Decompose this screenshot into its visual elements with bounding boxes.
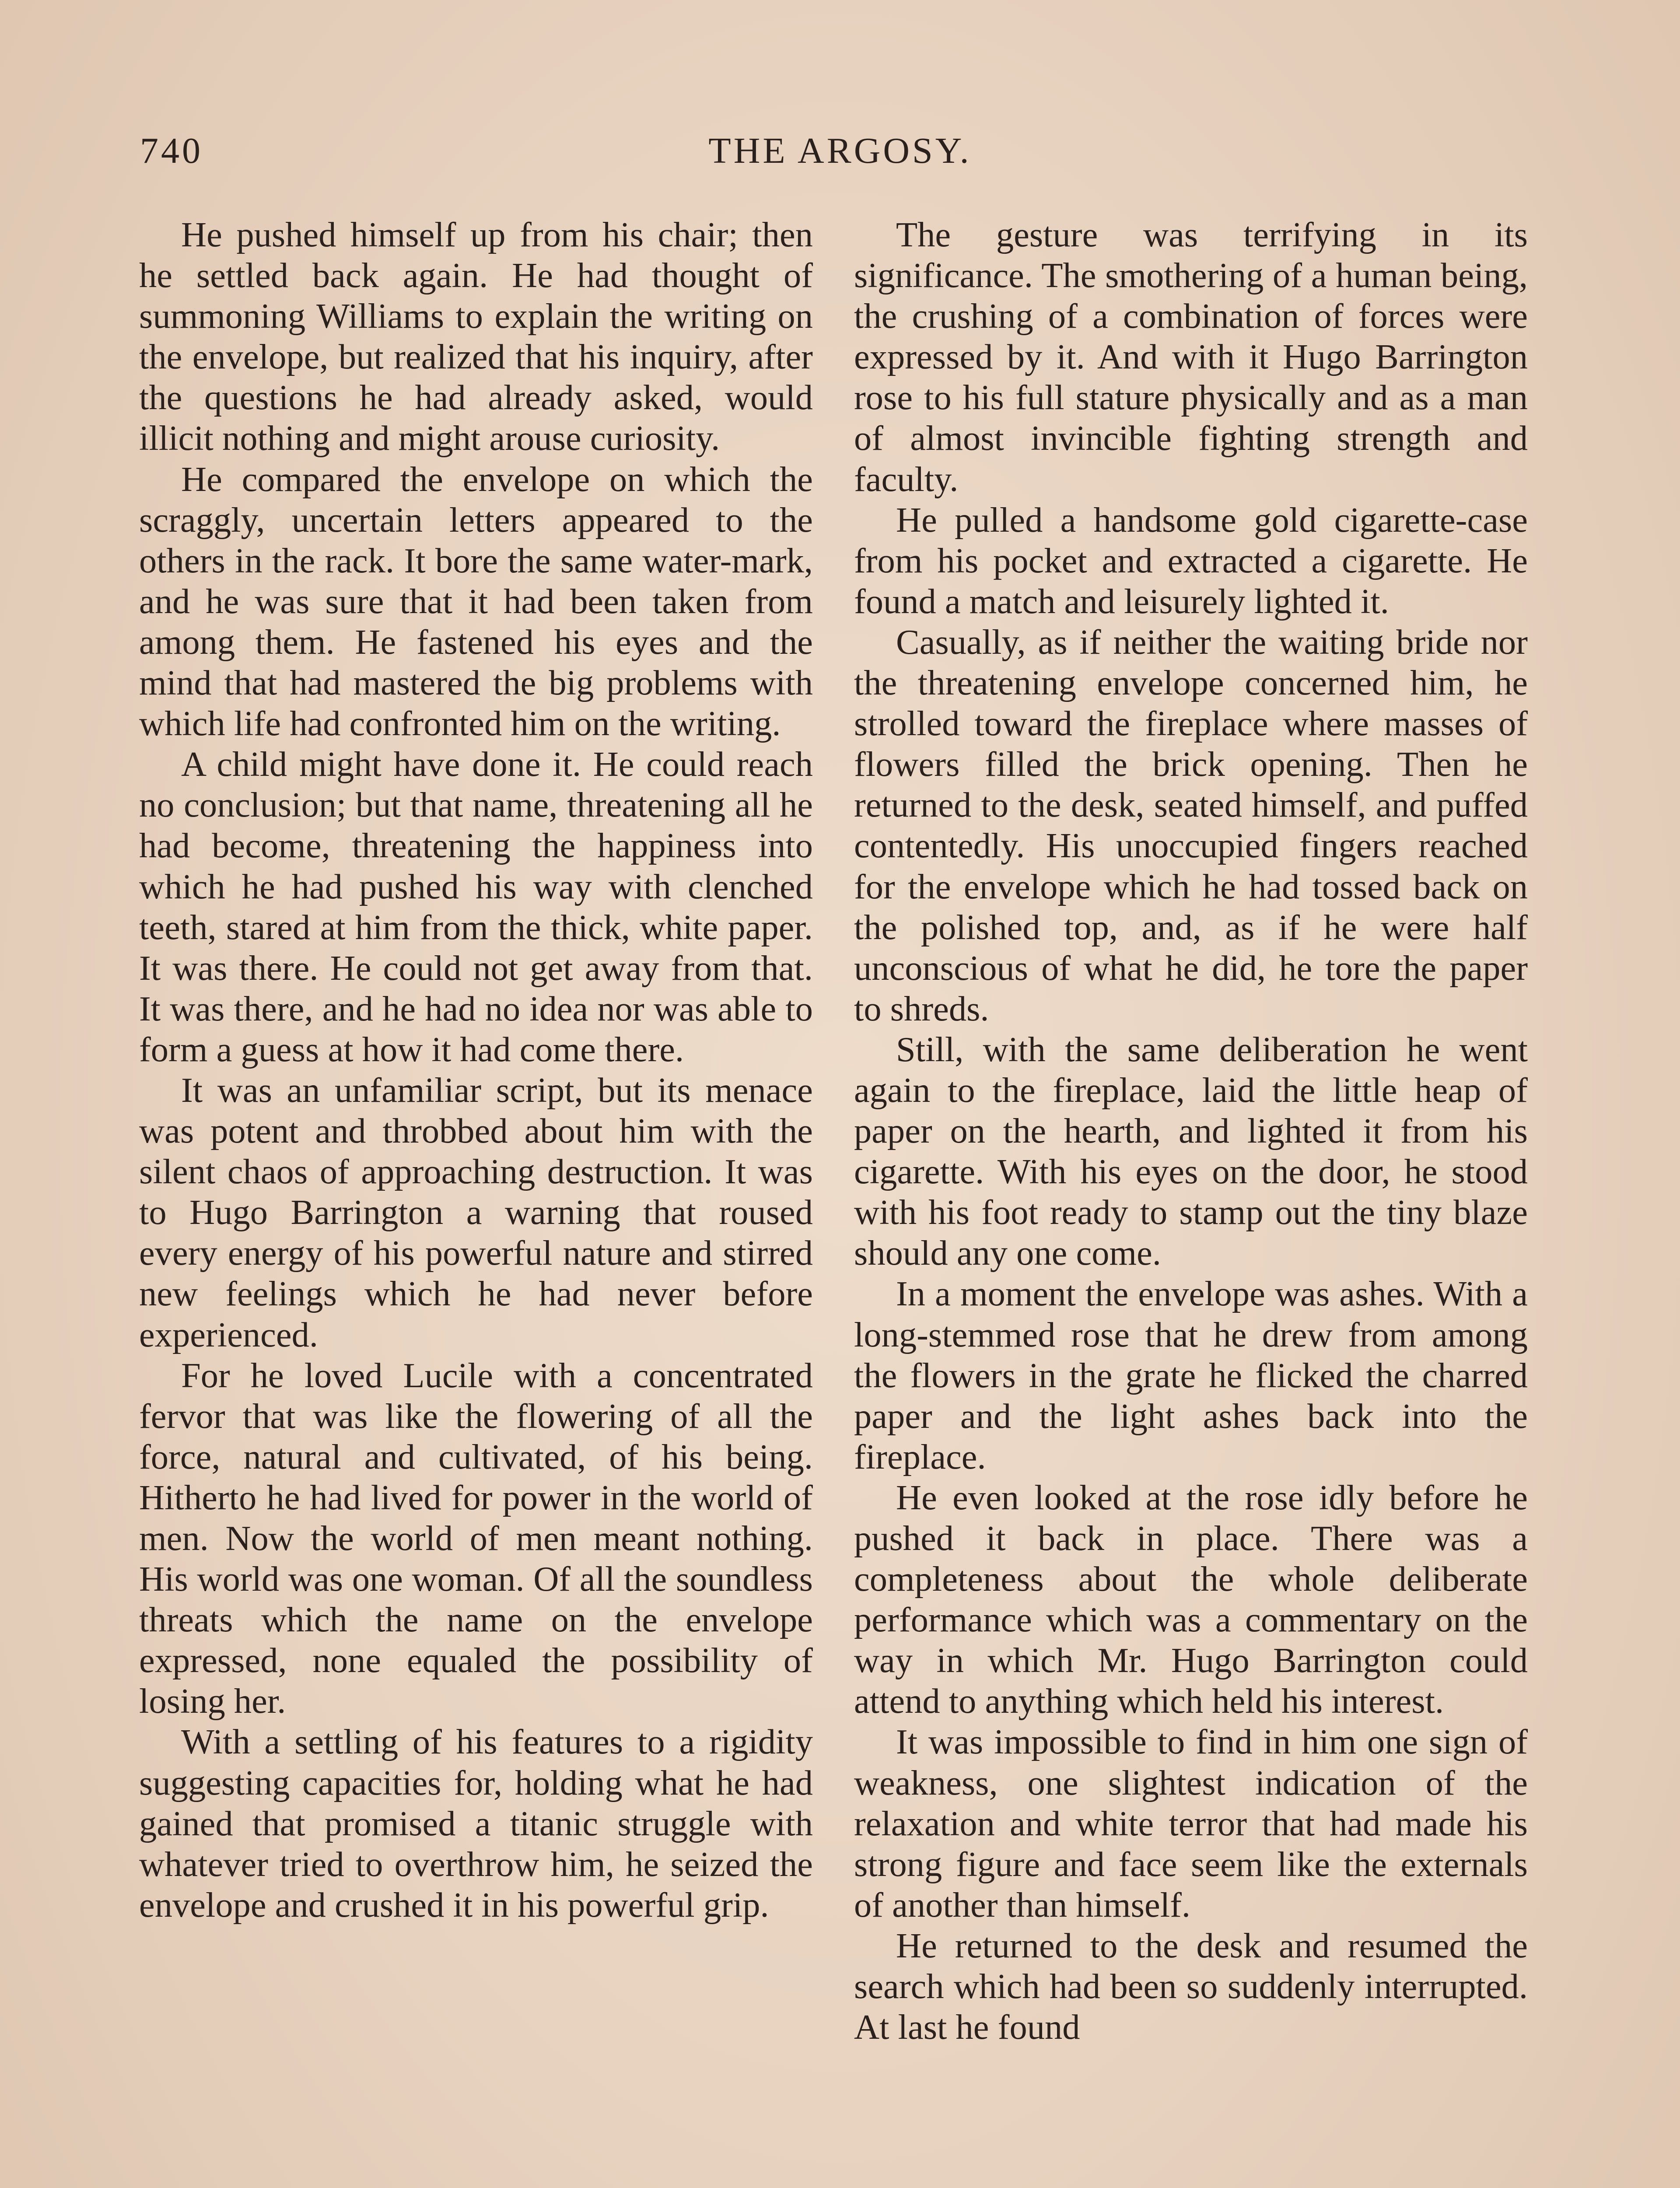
page-header	[140, 130, 1540, 182]
running-title: THE ARGOSY.	[708, 130, 972, 171]
paragraph: With a settling of his features to a rigidity suggesting capacities for, holding what he had gained that promised a titanic struggle with whatever tried to overthrow him, he seized the envelope and crushed it in his powerful grip.	[139, 1722, 813, 1925]
paragraph: It was an unfamiliar script, but its menace was potent and throbbed about him with the silent chaos of approaching destruction. It was to Hugo Barrington a warning that roused every energy of his powerful nature and stirred new feelings which he had never before experienced.	[139, 1070, 813, 1354]
paragraph: The gesture was terrifying in its significance. The smothering of a human being, the crushing of a combination of forces were expressed by it. And with it Hugo Barrington rose to his full stature physically and as a man of almost invincible fighting strength and faculty.	[854, 215, 1528, 499]
paragraph: He returned to the desk and resumed the search which had been so suddenly interrupted. At last he found	[854, 1926, 1528, 2047]
paragraph: He pulled a handsome gold cigarette-case from his pocket and extracted a cigarette. He found a match and leisurely lighted it.	[854, 500, 1528, 621]
left-column	[139, 214, 813, 1925]
paragraph: He compared the envelope on which the scraggly, uncertain letters appeared to the others in the rack. It bore the same water-mark, and he was sure that it had been taken from among them. He fastened his eyes and the mind that had mastered the big problems with which life had confronted him on the writing.	[139, 459, 813, 743]
paragraph: It was impossible to find in him one sign of weakness, one slightest indication of the relaxation and white terror that had made his strong figure and face seem like the externals of another than himself.	[854, 1722, 1528, 1925]
paragraph: For he loved Lucile with a concentrated fervor that was like the flowering of all the force, natural and cultivated, of his being. Hitherto he had lived for power in the world of men. Now the world of men meant nothing. His world was one woman. Of all the soundless threats which the name on the envelope expressed, none equaled the possibility of losing her.	[139, 1356, 813, 1721]
paragraph: He even looked at the rose idly before he pushed it back in place. There was a completeness about the whole deliberate performance which was a commentary on the way in which Mr. Hugo Barrington could attend to anything which held his interest.	[854, 1478, 1528, 1721]
paragraph: He pushed himself up from his chair; then he settled back again. He had thought of summoning Williams to explain the writing on the envelope, but realized that his inquiry, after the questions he had already asked, would illicit nothing and might arouse curiosity.	[139, 215, 813, 458]
page-number: 740	[140, 130, 203, 171]
paragraph: A child might have done it. He could reach no conclusion; but that name, threatening all he had become, threatening the happiness into which he had pushed his way with clenched teeth, stared at him from the thick, white paper. It was there. He could not get away from that. It was there, and he had no idea nor was able to form a guess at how it had come there.	[139, 745, 813, 1069]
paragraph: In a moment the envelope was ashes. With a long-stemmed rose that he drew from among the flowers in the grate he flicked the charred paper and the light ashes back into the fireplace.	[854, 1274, 1528, 1476]
paragraph: Still, with the same deliberation he went again to the fireplace, laid the little heap of paper on the hearth, and lighted it from his cigarette. With his eyes on the door, he stood with his foot ready to stamp out the tiny blaze should any one come.	[854, 1030, 1528, 1273]
paragraph: Casually, as if neither the waiting bride nor the threatening envelope concerned him, he strolled toward the fireplace where masses of flowers filled the brick opening. Then he returned to the desk, seated himself, and puffed contentedly. His unoccupied fingers reached for the envelope which he had tossed back on the polished top, and, as if he were half unconscious of what he did, he tore the paper to shreds.	[854, 622, 1528, 1028]
right-column	[854, 214, 1528, 2048]
